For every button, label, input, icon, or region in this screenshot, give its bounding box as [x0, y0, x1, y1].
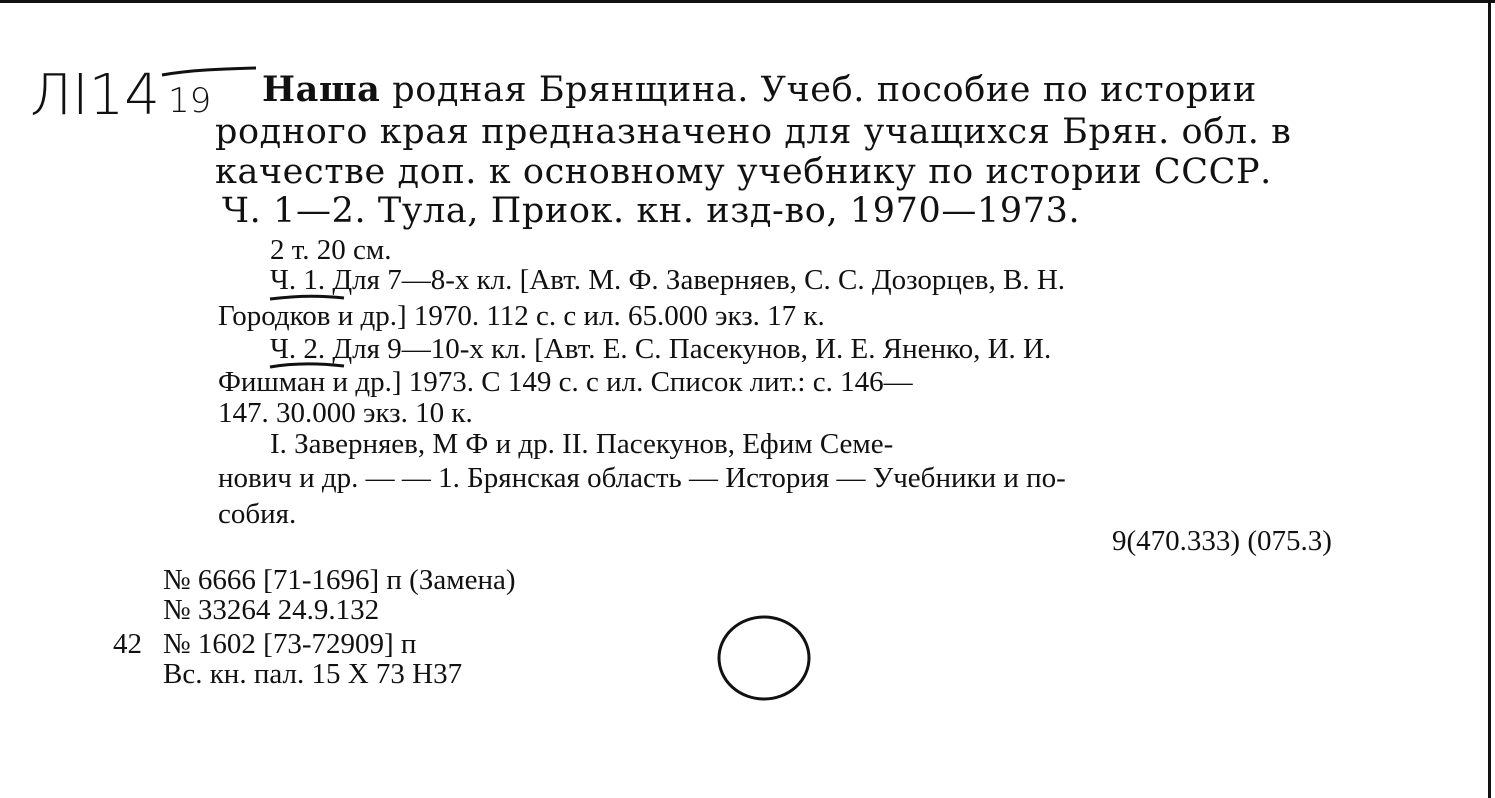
part2-line-1: Ч. 2. Для 9—10-х кл. [Авт. Е. С. Пасекунов, И. Е. Яненко, И. И.	[270, 333, 1052, 365]
title-line-4: Ч. 1—2. Тула, Приок. кн. изд-во, 1970—1973.	[222, 191, 1081, 231]
title-line-3: качестве доп. к основному учебнику по истории СССР.	[215, 152, 1272, 192]
card-punch-hole	[712, 610, 816, 706]
part1-line-1: Ч. 1. Для 7—8-х кл. [Авт. М. Ф. Заверняев, С. С. Дозорцев, В. Н.	[270, 264, 1066, 296]
registry-line-4: Вс. кн. пал. 15 X 73 Н37	[163, 658, 463, 690]
tracings-line-3: собия.	[218, 498, 297, 530]
registry-line-3-prefix: 42	[113, 628, 142, 660]
handwritten-small-number: 19	[168, 81, 212, 121]
title-line-2: родного края предназначено для учащихся Брян. обл. в	[215, 112, 1292, 152]
title-line-1-rest: родная Брянщина. Учеб. пособие по истории	[392, 70, 1257, 110]
registry-line-2: № 33264 24.9.132	[163, 594, 380, 626]
registry-line-1: № 6666 [71-1696] п (Замена)	[163, 564, 516, 596]
part2-line-2: Фишман и др.] 1973. С 149 с. с ил. Список лит.: с. 146—	[218, 366, 913, 398]
card-right-edge	[1488, 0, 1491, 798]
part1-line-2: Городков и др.] 1970. 112 с. с ил. 65.000 экз. 17 к.	[218, 300, 825, 332]
registry-line-3: № 1602 [73-72909] п	[163, 628, 417, 660]
tracings-line-1: I. Заверняев, М Ф и др. II. Пасекунов, Ефим Семе-	[270, 428, 894, 460]
tracings-line-2: нович и др. — — 1. Брянская область — История — Учебники и по-	[218, 462, 1066, 494]
handwritten-shelfmark: ЛІ14	[30, 63, 160, 128]
extent-line: 2 т. 20 см.	[270, 234, 392, 266]
card-top-edge	[0, 0, 1495, 3]
title-line-1	[262, 69, 1257, 110]
classification-number: 9(470.333) (075.3)	[1112, 525, 1332, 557]
title-lead-word: Наша	[262, 69, 381, 110]
handwritten-overline	[160, 66, 260, 78]
part2-line-3: 147. 30.000 экз. 10 к.	[218, 397, 473, 429]
